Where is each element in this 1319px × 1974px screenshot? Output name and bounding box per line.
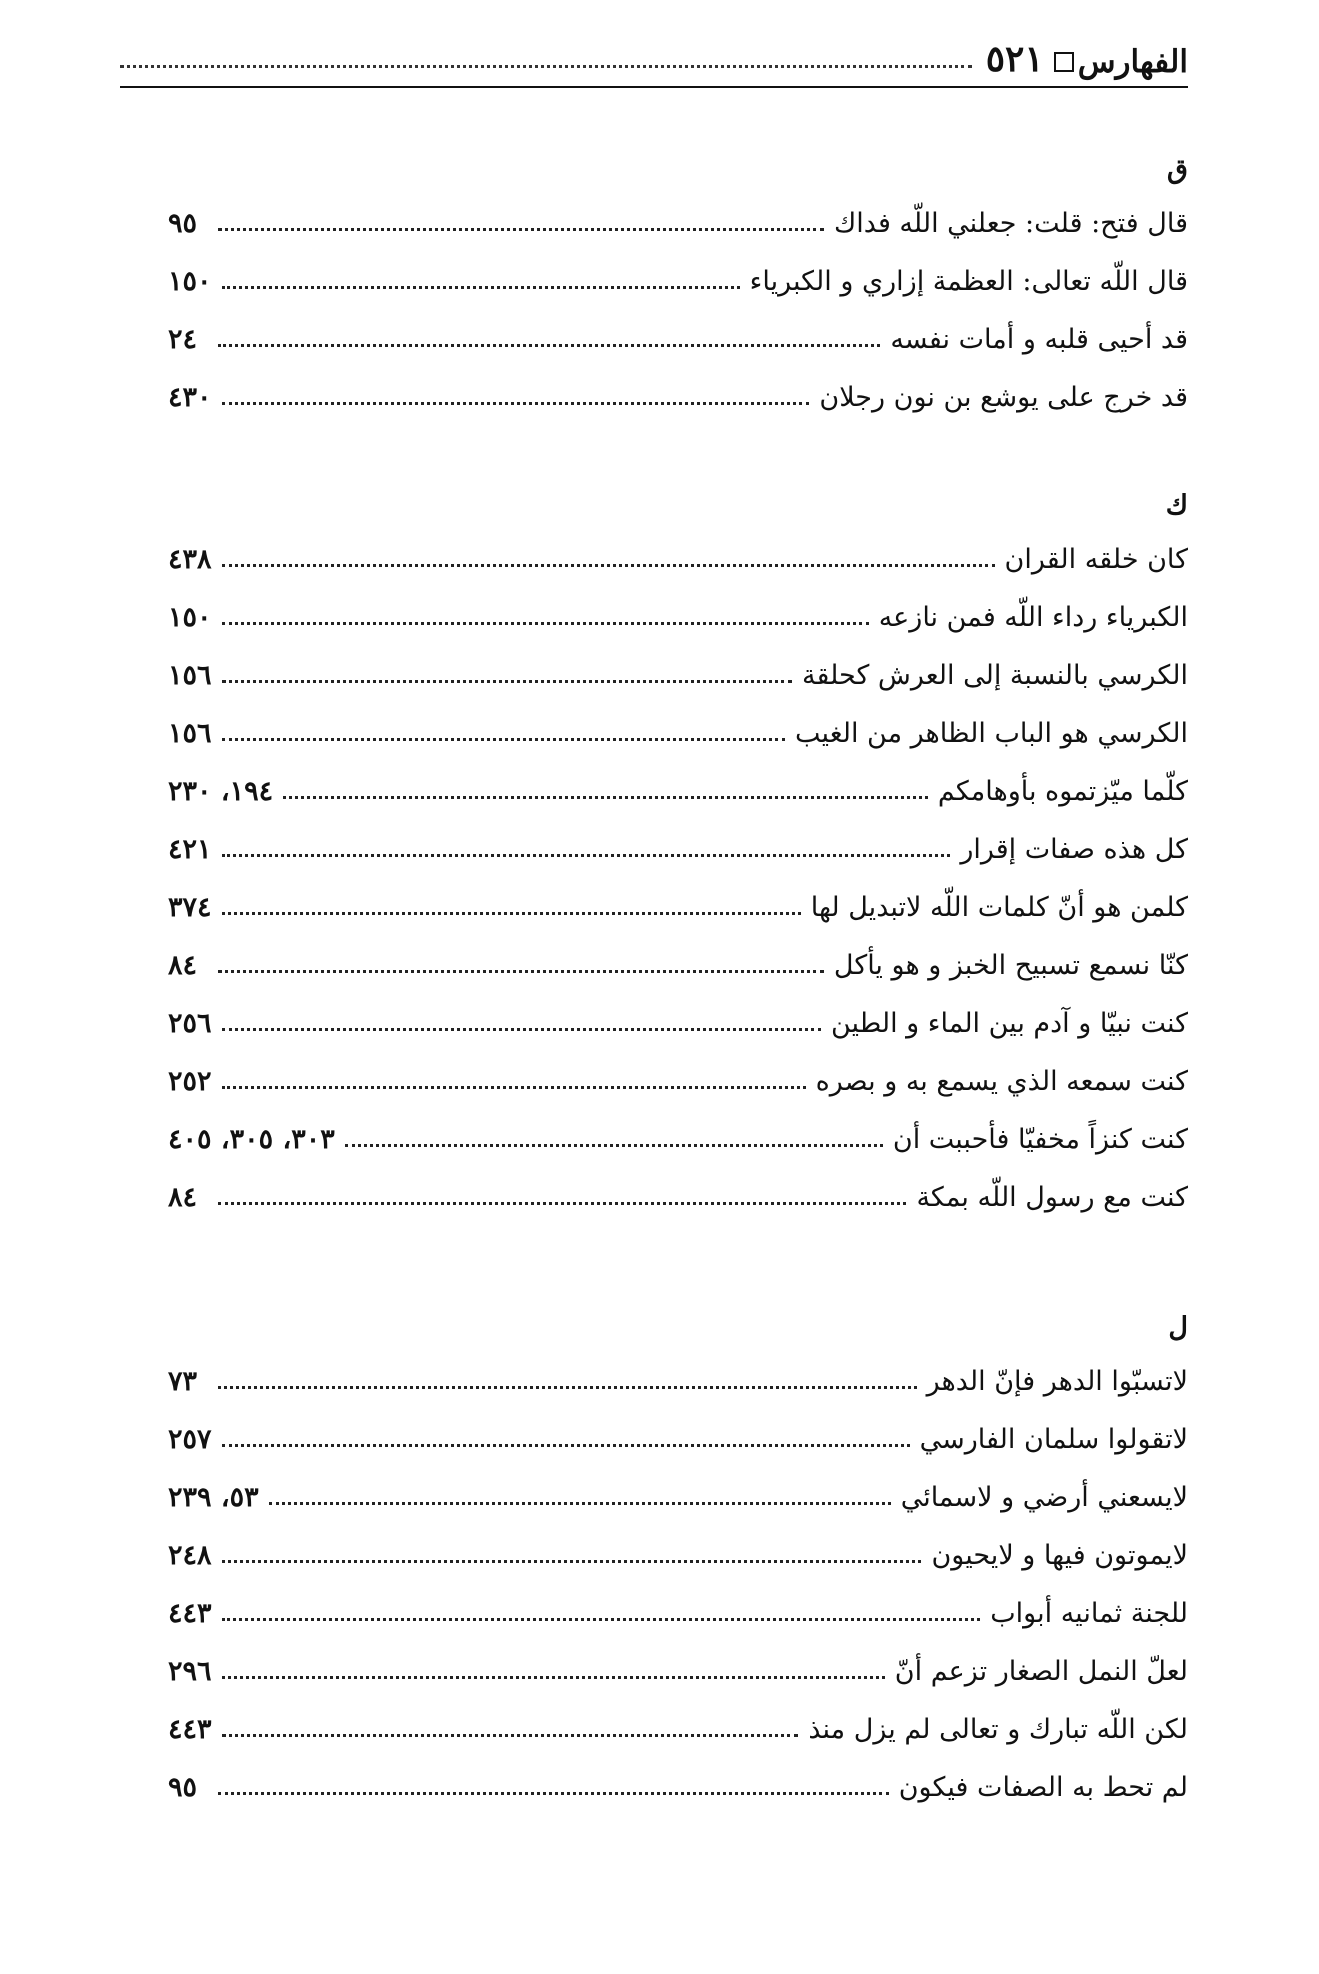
entry-text: الكرسي هو الباب الظاهر من الغيب: [795, 717, 1188, 749]
index-entry: [168, 1352, 1188, 1410]
entry-text: لايسعني أرضي و لاسمائي: [900, 1481, 1188, 1513]
entry-pages: ١٥٦: [168, 717, 212, 749]
index-entry: [168, 878, 1188, 936]
entry-text: لاتقولوا سلمان الفارسي: [919, 1423, 1188, 1455]
entry-pages: ٢٩٦: [168, 1655, 212, 1687]
entry-pages: ٢٤٨: [168, 1539, 212, 1571]
dot-leader: [222, 912, 801, 915]
entry-text: كلّما ميّزتموه بأوهامكم: [937, 775, 1188, 807]
entry-text: كنت سمعه الذي يسمع به و بصره: [815, 1065, 1188, 1097]
entry-text: كلمن هو أنّ كلمات اللّه لاتبديل لها: [810, 891, 1188, 923]
index-entry: [168, 252, 1188, 310]
index-entry: [168, 1700, 1188, 1758]
entry-pages: ٩٥: [168, 1771, 198, 1803]
index-entry: [168, 310, 1188, 368]
square-icon: [1054, 52, 1074, 72]
entry-pages: ١٥٦: [168, 659, 212, 691]
dot-leader: [218, 1792, 889, 1795]
index-entry: [168, 588, 1188, 646]
entry-pages: ٥٣، ٢٣٩: [168, 1481, 259, 1513]
index-entry: [168, 994, 1188, 1052]
header-rule: [120, 86, 1188, 88]
index-entry: [168, 1526, 1188, 1584]
index-entry: [168, 194, 1188, 252]
entry-text: لاتسبّوا الدهر فإنّ الدهر: [926, 1365, 1188, 1397]
entry-text: قد أحيى قلبه و أمات نفسه: [890, 323, 1188, 355]
index-section-qaf: [168, 146, 1188, 426]
entry-pages: ٣٧٤: [168, 891, 212, 923]
dot-leader: [218, 344, 880, 347]
entry-text: لكن اللّه تبارك و تعالى لم يزل منذ: [808, 1713, 1188, 1745]
entry-pages: ١٥٠: [168, 265, 212, 297]
dot-leader: [222, 1734, 799, 1737]
entry-pages: ٣٠٣، ٣٠٥، ٤٠٥: [168, 1123, 335, 1155]
entry-pages: ٢٥٧: [168, 1423, 212, 1455]
index-entry: [168, 646, 1188, 704]
entry-pages: ٨٤: [168, 1181, 198, 1213]
entry-text: قال اللّه تعالى: العظمة إزاري و الكبرياء: [749, 265, 1188, 297]
entry-pages: ٤٣٨: [168, 543, 212, 575]
section-letter: ل: [1168, 1312, 1188, 1343]
section-letter: ق: [1167, 154, 1188, 185]
header-title: الفهارس: [1077, 44, 1188, 80]
dot-leader: [222, 622, 869, 625]
section-letter: ك: [1165, 490, 1188, 521]
entry-pages: ٢٥٢: [168, 1065, 212, 1097]
index-entry: [168, 1758, 1188, 1816]
index-entry: [168, 1110, 1188, 1168]
page-number: ٥٢١: [985, 38, 1044, 80]
index-entry: [168, 1468, 1188, 1526]
dot-leader: [222, 738, 786, 741]
header-dot-leader: [120, 65, 972, 68]
dot-leader: [218, 1202, 906, 1205]
entry-pages: ٤٢١: [168, 833, 212, 865]
dot-leader: [218, 1386, 917, 1389]
index-entry: [168, 1052, 1188, 1110]
entry-text: لايموتون فيها و لايحيون: [931, 1539, 1188, 1571]
entry-text: كنت نبيّا و آدم بين الماء و الطين: [831, 1007, 1188, 1039]
index-entry: [168, 1642, 1188, 1700]
index-entry: [168, 530, 1188, 588]
dot-leader: [218, 228, 824, 231]
entry-text: كنت كنزاً مخفيّا فأحببت أن: [892, 1123, 1188, 1155]
entry-pages: ٨٤: [168, 949, 198, 981]
dot-leader: [222, 1028, 821, 1031]
entry-text: لم تحط به الصفات فيكون: [898, 1771, 1188, 1803]
entry-pages: ٧٣: [168, 1365, 198, 1397]
running-header: [120, 30, 1188, 80]
dot-leader: [222, 286, 740, 289]
entry-text: قد خرج على يوشع بن نون رجلان: [819, 381, 1188, 413]
entry-text: كنت مع رسول اللّه بمكة: [916, 1181, 1188, 1213]
entry-text: كنّا نسمع تسبيح الخبز و هو يأكل: [833, 949, 1188, 981]
entry-pages: ١٩٤، ٢٣٠: [168, 775, 274, 807]
entry-pages: ٤٣٠: [168, 381, 212, 413]
dot-leader: [222, 1444, 910, 1447]
entry-text: للجنة ثمانيه أبواب: [990, 1597, 1188, 1629]
dot-leader: [218, 970, 824, 973]
dot-leader: [222, 564, 995, 567]
index-entry: [168, 936, 1188, 994]
entry-text: كان خلقه القران: [1004, 543, 1188, 575]
dot-leader: [222, 1618, 981, 1621]
index-entry: [168, 1410, 1188, 1468]
dot-leader: [222, 680, 792, 683]
entry-pages: ٩٥: [168, 207, 198, 239]
index-entry: [168, 368, 1188, 426]
dot-leader: [283, 796, 928, 799]
entry-text: قال فتح: قلت: جعلني اللّه فداك: [834, 207, 1188, 239]
dot-leader: [222, 1086, 806, 1089]
entry-pages: ٤٤٣: [168, 1713, 212, 1745]
entry-text: الكرسي بالنسبة إلى العرش كحلقة: [801, 659, 1188, 691]
dot-leader: [345, 1144, 883, 1147]
entry-pages: ١٥٠: [168, 601, 212, 633]
index-entry: [168, 704, 1188, 762]
entry-text: كل هذه صفات إقرار: [960, 833, 1188, 865]
dot-leader: [222, 1560, 922, 1563]
index-entry: [168, 762, 1188, 820]
entry-pages: ٢٤: [168, 323, 198, 355]
index-section-kaf: [168, 482, 1188, 1226]
index-entry: [168, 1168, 1188, 1226]
index-section-lam: [168, 1304, 1188, 1816]
entry-pages: ٢٥٦: [168, 1007, 212, 1039]
entry-text: لعلّ النمل الصغار تزعم أنّ: [894, 1655, 1188, 1687]
index-entry: [168, 1584, 1188, 1642]
index-entry: [168, 820, 1188, 878]
entry-text: الكبرياء رداء اللّه فمن نازعه: [878, 601, 1188, 633]
entry-pages: ٤٤٣: [168, 1597, 212, 1629]
dot-leader: [222, 402, 810, 405]
dot-leader: [222, 854, 951, 857]
dot-leader: [269, 1502, 891, 1505]
dot-leader: [222, 1676, 885, 1679]
